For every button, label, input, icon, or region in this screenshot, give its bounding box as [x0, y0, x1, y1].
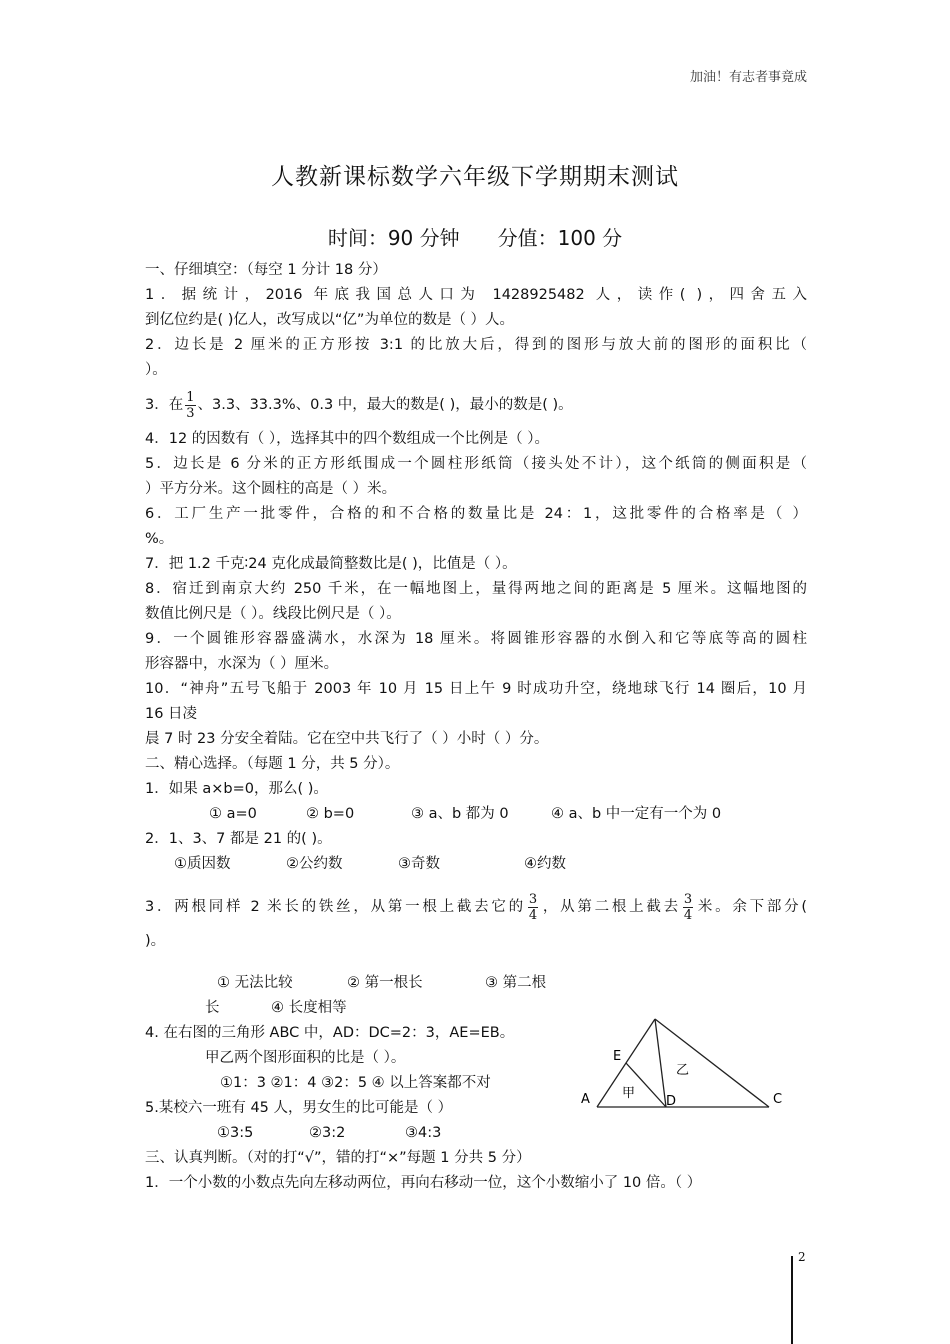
option: ② 第一根长 — [347, 975, 423, 991]
exam-score: 分值：100 分 — [497, 226, 623, 250]
s1-q2-line1: 2．边长是 2 厘米的正方形按 3:1 的比放大后，得到的图形与放大前的图形的面积比（ — [145, 337, 807, 353]
s1-q9-line2: 形容器中，水深为（ ）厘米。 — [145, 656, 339, 672]
fraction-three-fourths — [683, 892, 693, 923]
s1-q4: 4．12 的因数有（ ），选择其中的四个数组成一个比例是（ ）。 — [145, 431, 550, 447]
s1-q3-prefix: 3．在 — [145, 397, 184, 413]
s2-q4-line1: 4. 在右图的三角形 ABC 中，AD：DC=2：3，AE=EB。 — [145, 1025, 515, 1041]
section2-heading: 二、精心选择。（每题 1 分，共 5 分）。 — [145, 756, 400, 772]
exam-info — [0, 222, 950, 251]
page-number: 2 — [798, 1250, 806, 1264]
fraction-denominator: 4 — [528, 907, 538, 923]
option: ②公约数 — [286, 856, 343, 872]
page-title: 人教新课标数学六年级下学期期末测试 — [271, 164, 679, 190]
option: ③4:3 — [405, 1125, 442, 1141]
section1-heading: 一、仔细填空：（每空 1 分计 18 分） — [145, 262, 387, 278]
s2-q3-options-a — [145, 971, 807, 996]
fraction-numerator: 3 — [528, 891, 538, 907]
s1-q5-line2: ）平方分米。这个圆柱的高是（ ）米。 — [145, 481, 397, 497]
s1-q9-line1: 9．一个圆锥形容器盛满水，水深为 18 厘米。将圆锥形容器的水倒入和它等底等高的圆柱 — [145, 631, 807, 647]
exam-time: 时间：90 分钟 — [327, 226, 460, 250]
section3-heading: 三、认真判断。（对的打“√”，错的打“×”每题 1 分共 5 分） — [145, 1150, 531, 1166]
s1-q3 — [145, 383, 807, 427]
s1-q10-line3: 晨 7 时 23 分安全着陆。它在空中共飞行了（ ）小时（ ）分。 — [145, 731, 549, 747]
option: ① 无法比较 — [217, 975, 293, 991]
s2-q5-options — [145, 1121, 807, 1146]
spacer — [145, 954, 807, 971]
s2-q4-line2: 甲乙两个图形面积的比是（ ）。 — [205, 1050, 406, 1066]
s2-q3-prefix: 3．两根同样 2 米长的铁丝，从第一根上截去它的 — [145, 899, 526, 915]
option: ①质因数 — [174, 856, 231, 872]
option: ①3:5 — [217, 1125, 254, 1141]
s2-q1: 1．如果 a×b=0，那么( )。 — [145, 781, 328, 797]
s1-q8-line2: 数值比例尺是（ ）。线段比例尺是（ ）。 — [145, 606, 401, 622]
option: ① a=0 — [209, 806, 257, 822]
label-d: D — [666, 1094, 677, 1109]
s1-q6-line1: 6．工厂生产一批零件，合格的和不合格的数量比是 24：1，这批零件的合格率是（ ） — [145, 506, 807, 522]
fraction-one-third — [185, 390, 195, 421]
s2-q3-middle: ，从第二根上截去 — [540, 899, 681, 915]
s1-q1-line1: 1．据统计，2016 年底我国总人口为 1428925482 人，读作( )，四舍五入 — [145, 287, 807, 303]
fraction-numerator: 1 — [186, 389, 195, 405]
fraction-three-fourths — [528, 892, 538, 923]
s2-q3-line1 — [145, 885, 807, 929]
option: ② b=0 — [306, 806, 355, 822]
segment-bd — [655, 1019, 666, 1107]
s2-q1-options — [145, 802, 807, 827]
s2-q2: 2．1、3、7 都是 21 的( )。 — [145, 831, 332, 847]
s2-q5: 5.某校六一班有 45 人，男女生的比可能是（ ） — [145, 1100, 453, 1116]
label-yi: 乙 — [676, 1063, 690, 1078]
option: ③ 第二根 — [485, 975, 547, 991]
s2-q3-line2: )。 — [145, 933, 166, 949]
s1-q1-line2: 到亿位约是( )亿人，改写成以“亿”为单位的数是（ ）人。 — [145, 312, 515, 328]
s1-q5-line1: 5．边长是 6 分米的正方形纸围成一个圆柱形纸筒（接头处不计），这个纸筒的侧面积是（ — [145, 456, 807, 472]
triangle-diagram — [575, 1010, 795, 1120]
option: ③ a、b 都为 0 — [411, 806, 509, 822]
s1-q2-line2: ）。 — [145, 362, 167, 378]
label-a: A — [581, 1092, 590, 1107]
fraction-numerator: 3 — [683, 891, 693, 907]
label-jia: 甲 — [622, 1086, 636, 1101]
option: 长 — [205, 1000, 220, 1016]
fraction-denominator: 4 — [683, 907, 693, 923]
s1-q10-line1: 10．“神舟”五号飞船于 2003 年 10 月 15 日上午 9 时成功升空，绕地球飞行 14 圈后，10 月 — [145, 681, 807, 697]
s3-q1: 1．一个小数的小数点先向左移动两位，再向右移动一位，这个小数缩小了 10 倍。（ ） — [145, 1175, 702, 1191]
s2-q4-options: ①1：3 ②1：4 ③2：5 ④ 以上答案都不对 — [220, 1075, 491, 1091]
s1-q10-line2: 16 日凌 — [145, 706, 198, 722]
s2-q3-suffix: 米。余下部分( — [695, 899, 807, 915]
s1-q3-suffix: 、3.3、33.3%、0.3 中，最大的数是( )，最小的数是( )。 — [197, 397, 573, 413]
s2-q2-options — [145, 852, 807, 877]
label-c: C — [773, 1092, 783, 1107]
s1-q7: 7．把 1.2 千克∶24 克化成最简整数比是( )，比值是（ ）。 — [145, 556, 517, 572]
s1-q8-line1: 8．宿迁到南京大约 250 千米，在一幅地图上，量得两地之间的距离是 5 厘米。这幅地图的 — [145, 581, 807, 597]
option: ②3:2 — [309, 1125, 346, 1141]
fraction-denominator: 3 — [186, 405, 195, 421]
s1-q6-line2: %。 — [145, 531, 174, 547]
option: ④约数 — [524, 856, 566, 872]
option: ④ 长度相等 — [271, 1000, 347, 1016]
page-margin-rule — [791, 1256, 793, 1344]
header-motto: 加油！有志者事竟成 — [689, 70, 807, 85]
option: ④ a、b 中一定有一个为 0 — [551, 806, 722, 822]
label-e: E — [613, 1049, 622, 1064]
option: ③奇数 — [398, 856, 440, 872]
